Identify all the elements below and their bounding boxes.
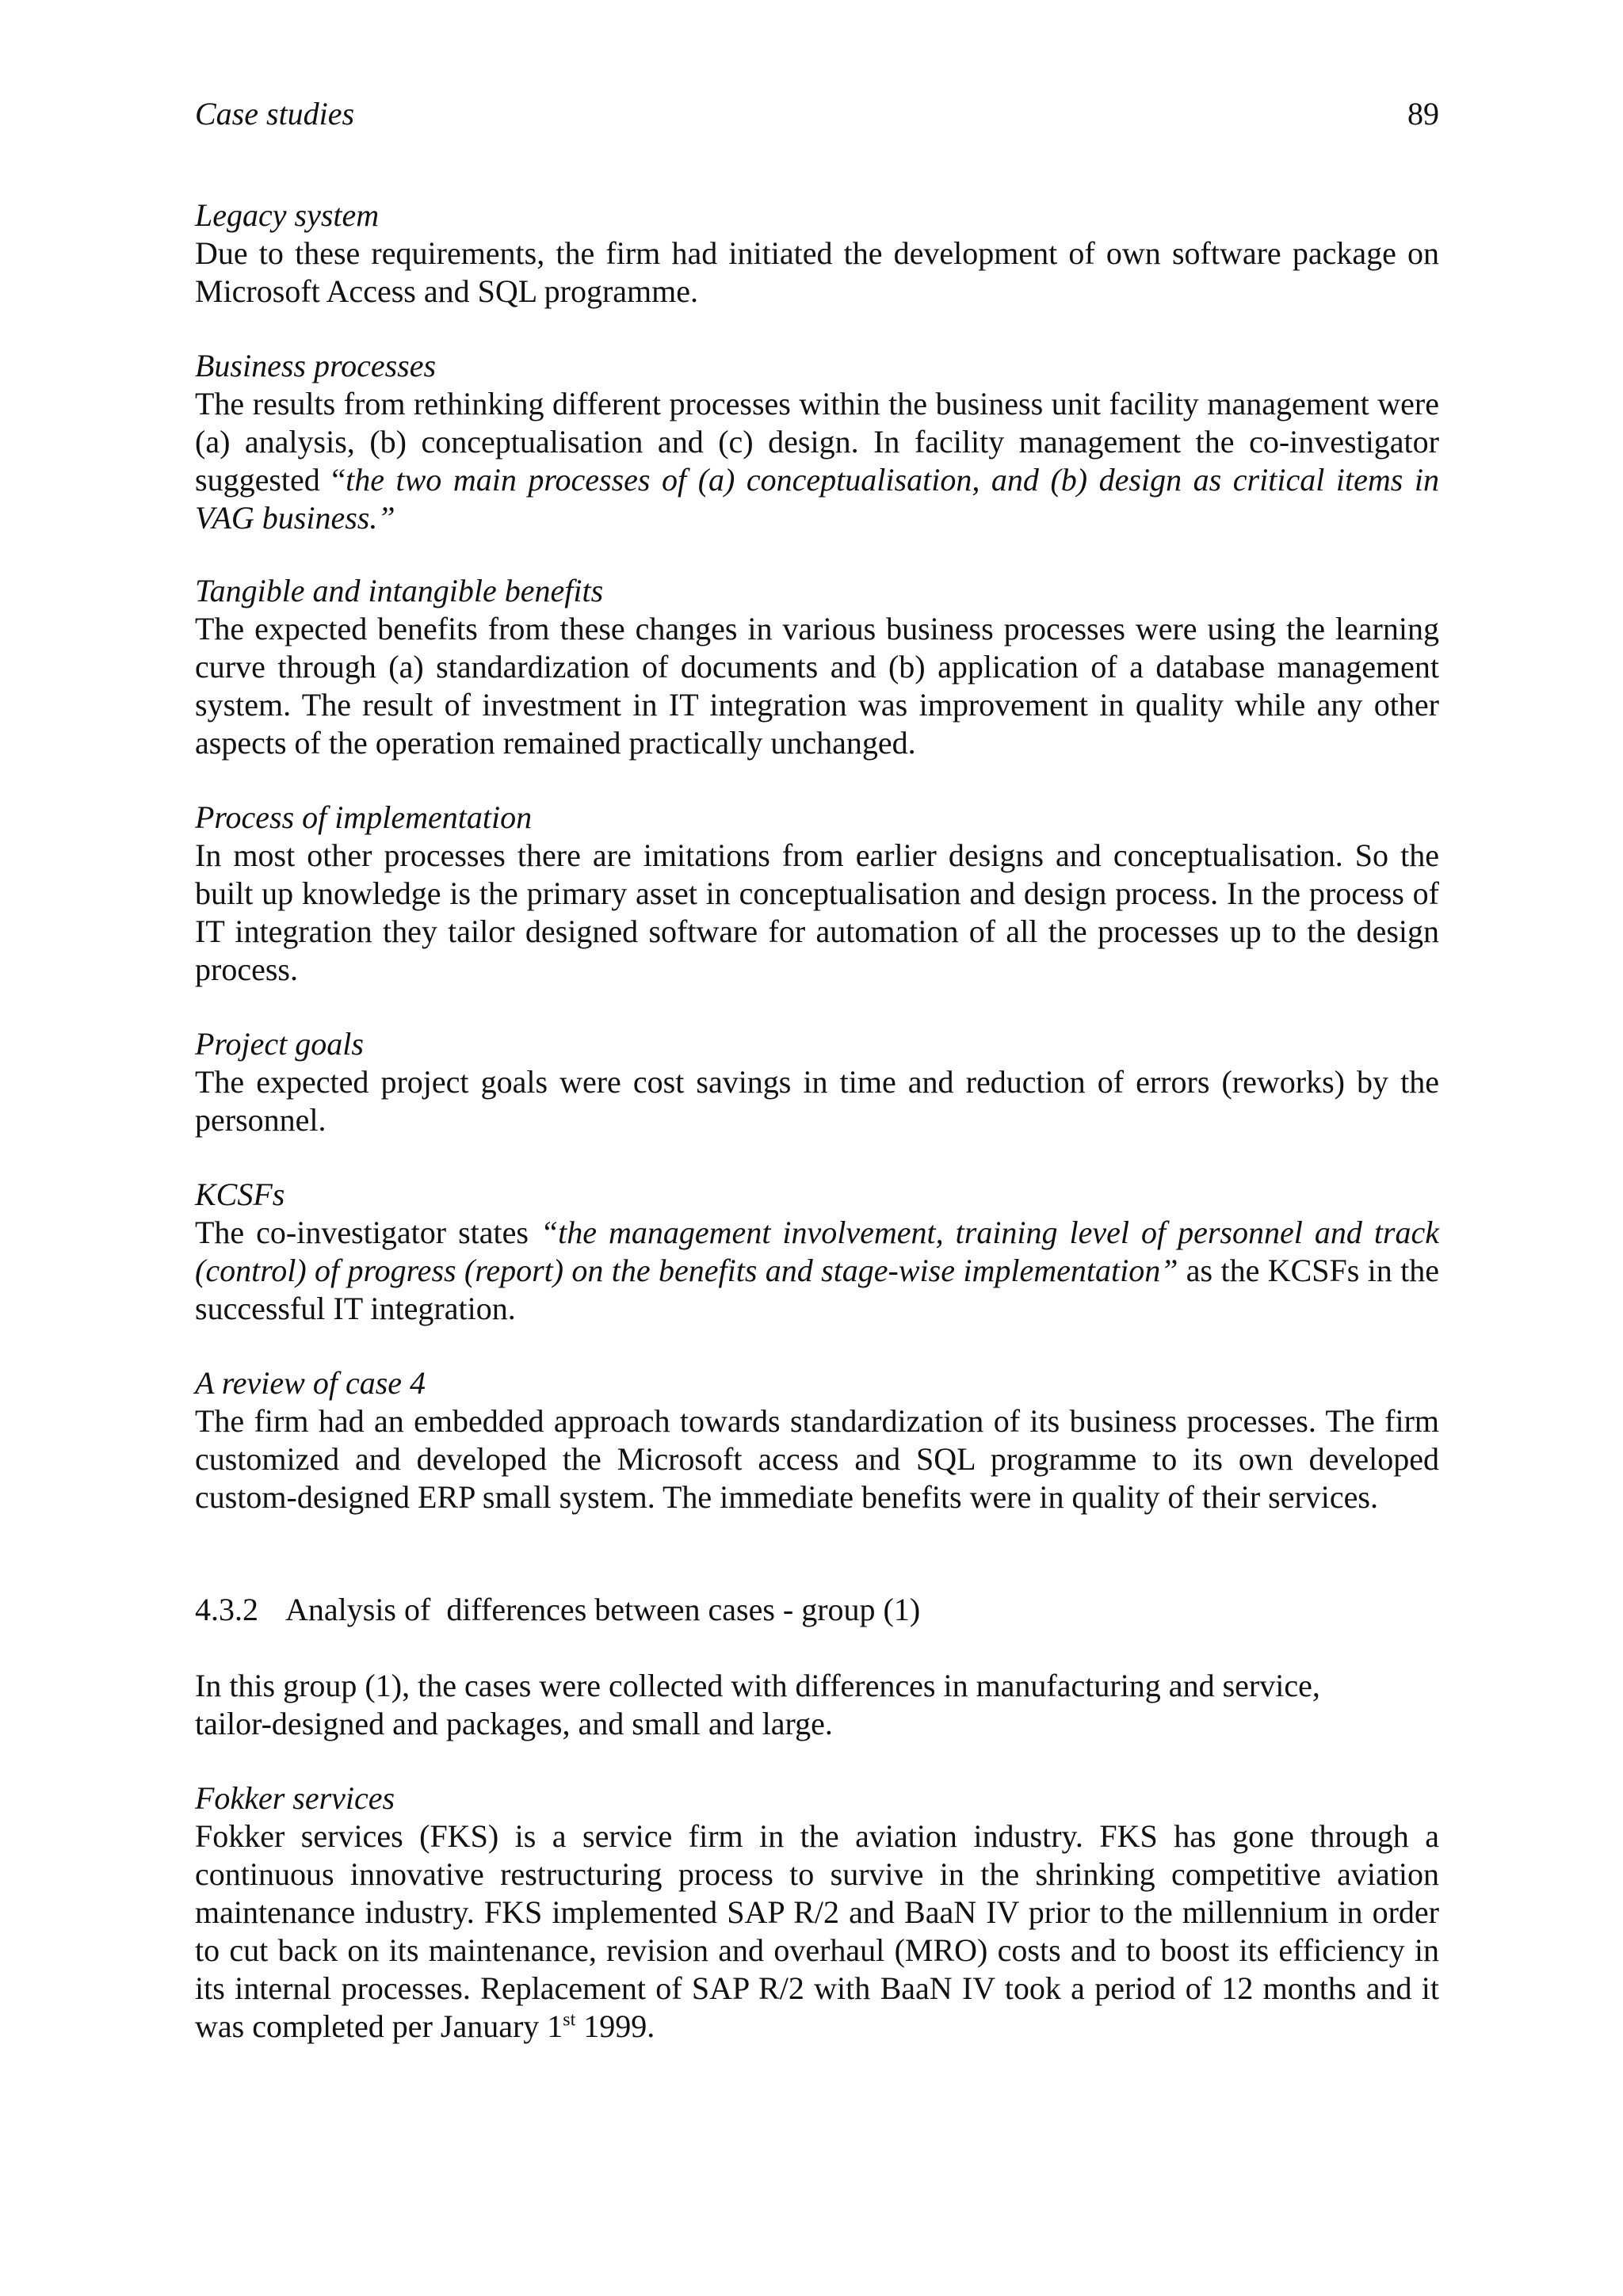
paragraph-text: Fokker services (FKS) is a service firm in the aviation industry. FKS has gone through a continuous innovative restructuring process to survive in the shrinking competitive aviation maintenance industry. FKS implemented SAP R/2 and BaaN IV prior to the millennium in order to cut back on its maintenance, revision and overhaul (MRO) costs and to boost its efficiency in its internal processes. Replacement of SAP R/2 with BaaN IV took a period of 12 months and it was completed per January 1 (195, 1818, 1439, 2044)
paragraph-text: .” (369, 500, 395, 536)
running-title: Case studies (195, 96, 355, 132)
paragraph: Due to these requirements, the firm had initiated the development of own software package on Microsoft Access and SQL programme. (195, 235, 1439, 309)
section-heading: Legacy system (195, 197, 380, 233)
section-heading: Fokker services (195, 1780, 395, 1816)
paragraph (195, 1817, 1439, 2046)
section-fokker-services (195, 1779, 1439, 2046)
paragraph-text: The co-investigator states (195, 1215, 540, 1250)
section-legacy-system (195, 196, 1439, 311)
paragraph-text: as the KCSFs in the successful IT integration. (195, 1253, 1440, 1326)
section-benefits (195, 572, 1439, 762)
paragraph: In most other processes there are imitations from earlier designs and conceptualisation. So the built up knowledge is the primary asset in conceptualisation and design process. In the process of IT integration they tailor designed software for automation of all the processes up to the design process. (195, 837, 1439, 987)
section-heading: Business processes (195, 348, 437, 383)
section-heading: KCSFs (195, 1177, 285, 1212)
section-heading: A review of case 4 (195, 1365, 426, 1401)
quoted-text: “the management involvement, training level of personnel and track (control) of progress (report) on the benefits and stage-wise implementation” (195, 1215, 1440, 1288)
paragraph: The expected benefits from these changes in various business processes were using the learning curve through (a) standardization of documents and (b) application of a database management system. The result of investment in IT integration was improvement in quality while any other aspects of the operation remained practically unchanged. (195, 611, 1439, 761)
section-heading: Tangible and intangible benefits (195, 573, 604, 608)
subsection-heading (195, 1591, 1439, 1629)
paragraph (195, 385, 1439, 537)
page-number: 89 (1407, 96, 1439, 132)
section-project-goals (195, 1025, 1439, 1139)
paragraph-text: 1999. (575, 2008, 655, 2044)
section-business-processes (195, 347, 1439, 537)
running-header (195, 95, 1439, 133)
ordinal-superscript: st (563, 2009, 576, 2031)
section-heading: Project goals (195, 1026, 364, 1062)
section-analysis-intro (195, 1667, 1400, 1743)
paragraph: In this group (1), the cases were collected with differences in manufacturing and service, tailor-designed and packages, and small and large. (195, 1668, 1320, 1741)
paragraph (195, 1214, 1439, 1328)
subsection-number: 4.3.2 (195, 1592, 258, 1627)
section-review-case-4 (195, 1364, 1439, 1516)
quoted-text: the two main processes of (a) conceptualisation, and (b) design as critical items in VAG business (195, 462, 1439, 536)
paragraph-text: The results from rethinking different processes within the business unit facility management were (a) analysis, (b) conceptualisation and (c) design. In facility management the co-investigator suggested “ (195, 386, 1439, 498)
section-implementation (195, 799, 1439, 989)
section-kcsfs (195, 1176, 1439, 1328)
subsection-title: Analysis of differences between cases - group (1) (285, 1592, 921, 1627)
paragraph: The firm had an embedded approach towards standardization of its business processes. The firm customized and developed the Microsoft access and SQL programme to its own developed custom-designed ERP small system. The immediate benefits were in quality of their services. (195, 1403, 1439, 1515)
paragraph: The expected project goals were cost savings in time and reduction of errors (reworks) by the personnel. (195, 1064, 1439, 1138)
section-heading: Process of implementation (195, 799, 533, 835)
